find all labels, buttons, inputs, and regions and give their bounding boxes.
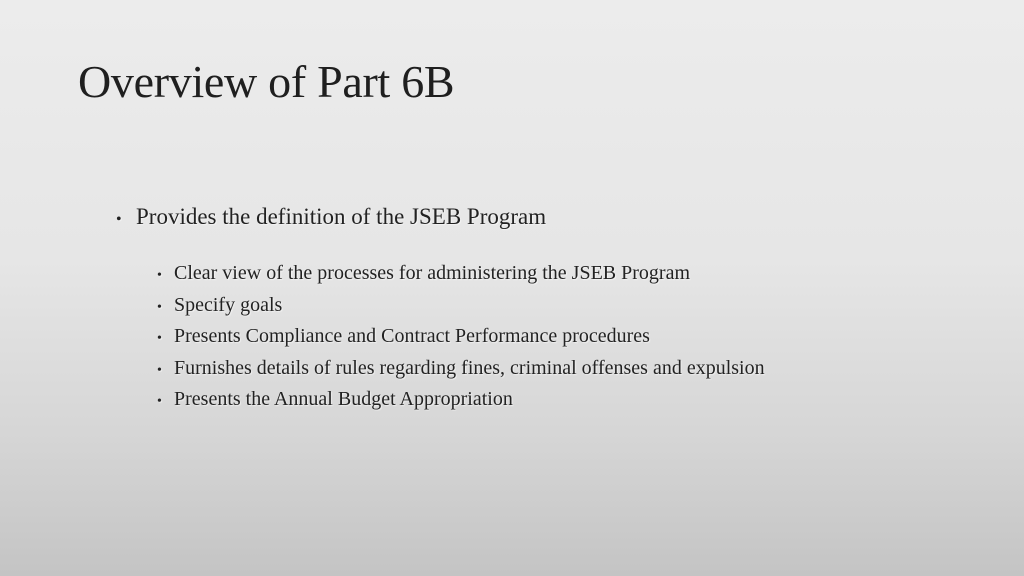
sub-bullet-text: Presents Compliance and Contract Performance procedures xyxy=(174,325,650,347)
slide-title: Overview of Part 6B xyxy=(78,56,455,107)
main-bullet-text: Provides the definition of the JSEB Program xyxy=(136,204,547,229)
sub-bullet-text: Clear view of the processes for administering the JSEB Program xyxy=(174,262,690,284)
sub-bullet-text: Specify goals xyxy=(174,293,283,316)
sub-bullet-list xyxy=(157,259,765,417)
bullet-marker: • xyxy=(116,211,122,228)
bullet-marker: • xyxy=(157,331,162,346)
sub-bullet-item xyxy=(157,291,765,323)
sub-bullet-item xyxy=(157,259,765,291)
sub-bullet-item xyxy=(157,385,765,417)
sub-bullet-item xyxy=(157,322,765,354)
sub-bullet-item xyxy=(157,354,765,386)
sub-bullet-text: Presents the Annual Budget Appropriation xyxy=(174,388,513,410)
main-bullet xyxy=(116,201,546,236)
bullet-marker: • xyxy=(157,394,162,409)
bullet-marker: • xyxy=(157,362,162,378)
bullet-marker: • xyxy=(157,268,162,283)
sub-bullet-text: Furnishes details of rules regarding fines, criminal offenses and expulsion xyxy=(174,356,765,379)
bullet-marker: • xyxy=(157,299,162,315)
